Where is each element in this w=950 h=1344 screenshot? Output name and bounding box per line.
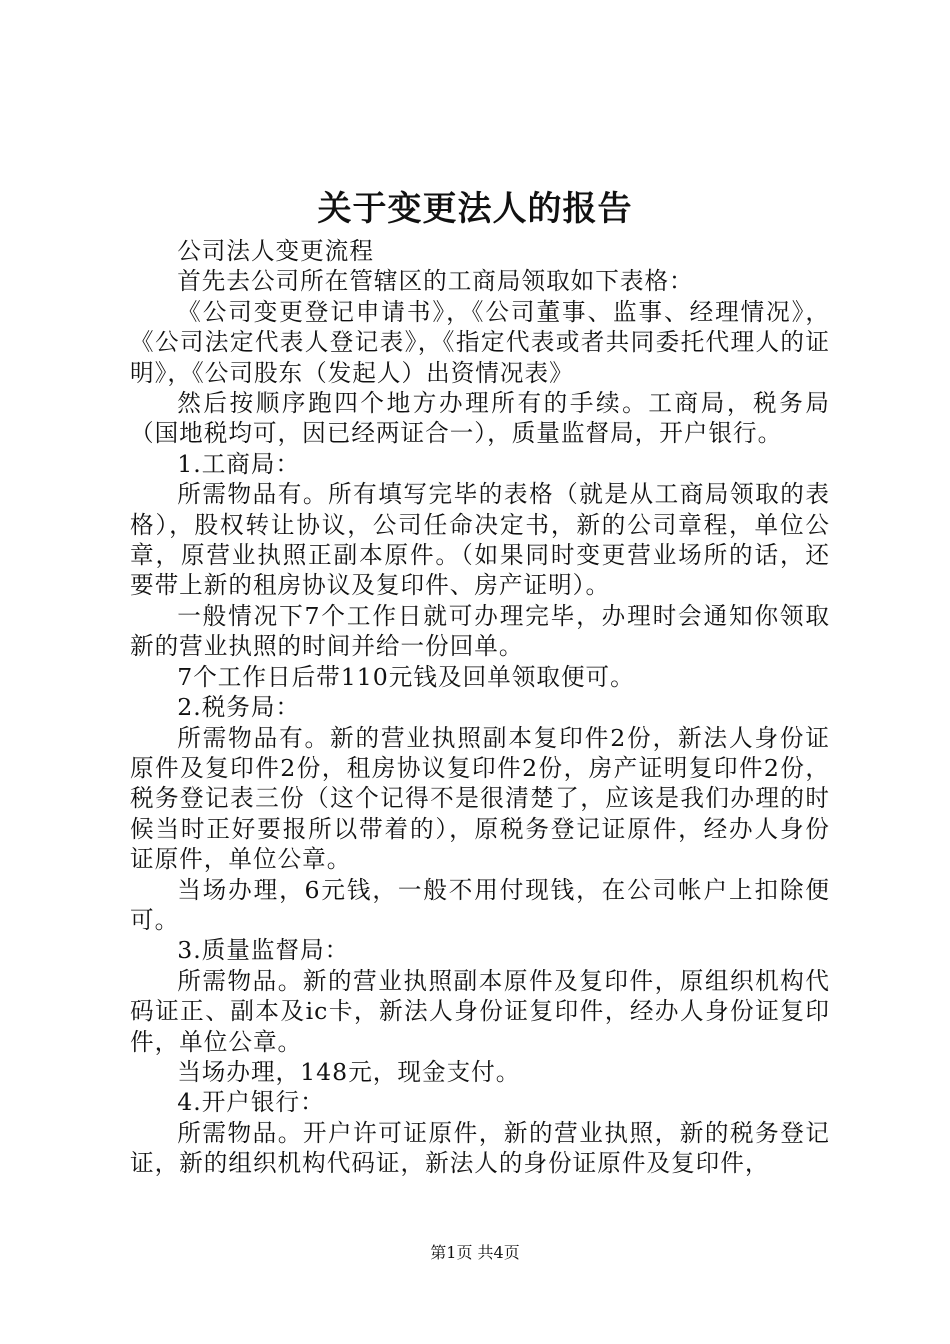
section-heading: 4.开户银行： [177, 1088, 325, 1117]
paragraph: 一般情况下7个工作日就可办理完毕，办理时会通知你领取新的营业执照的时间并给一份回单。 [130, 601, 830, 661]
page-footer: 第1页 共4页 [430, 1243, 520, 1262]
paragraph: 公司法人变更流程 [177, 237, 374, 265]
document-title: 关于变更法人的报告 [317, 189, 633, 229]
section-heading: 3.质量监督局： [177, 936, 350, 965]
paragraph: 首先去公司所在管辖区的工商局领取如下表格： [177, 267, 694, 296]
section-heading: 2.税务局： [177, 693, 301, 722]
paragraph: 所需物品。开户许可证原件，新的营业执照，新的税务登记证，新的组织机构代码证，新法人的身份证原件及复印件， [130, 1118, 830, 1178]
paragraph: 所需物品有。所有填写完毕的表格（就是从工商局领取的表格），股权转让协议，公司任命决定书，新的公司章程，单位公章，原营业执照正副本原件。（如果同时变更营业场所的话，还要带上新的租房协议及复印件、房产证明）。 [130, 480, 830, 600]
paragraph: 所需物品有。新的营业执照副本复印件2份，新法人身份证原件及复印件2份，租房协议复印件2份，房产证明复印件2份，税务登记表三份（这个记得不是很清楚了，应该是我们办理的时候当时正好要报所以带着的），原税务登记证原件，经办人身份证原件，单位公章。 [130, 723, 830, 874]
document-body [130, 236, 830, 1179]
paragraph: 当场办理，148元，现金支付。 [177, 1057, 521, 1086]
paragraph: 当场办理，6元钱，一般不用付现钱，在公司帐户上扣除便可。 [130, 875, 830, 934]
paragraph: 然后按顺序跑四个地方办理所有的手续。工商局，税务局（国地税均可，因已经两证合一），质量监督局，开户银行。 [130, 389, 830, 448]
paragraph: 所需物品。新的营业执照副本原件及复印件，原组织机构代码证正、副本及ic卡，新法人身份证复印件，经办人身份证复印件，单位公章。 [130, 966, 830, 1056]
section-heading: 1.工商局： [177, 449, 301, 478]
paragraph: 7个工作日后带110元钱及回单领取便可。 [177, 662, 635, 691]
paragraph: 《公司变更登记申请书》，《公司董事、监事、经理情况》，《公司法定代表人登记表》，《指定代表或者共同委托代理人的证明》，《公司股东（发起人）出资情况表》 [130, 297, 830, 387]
